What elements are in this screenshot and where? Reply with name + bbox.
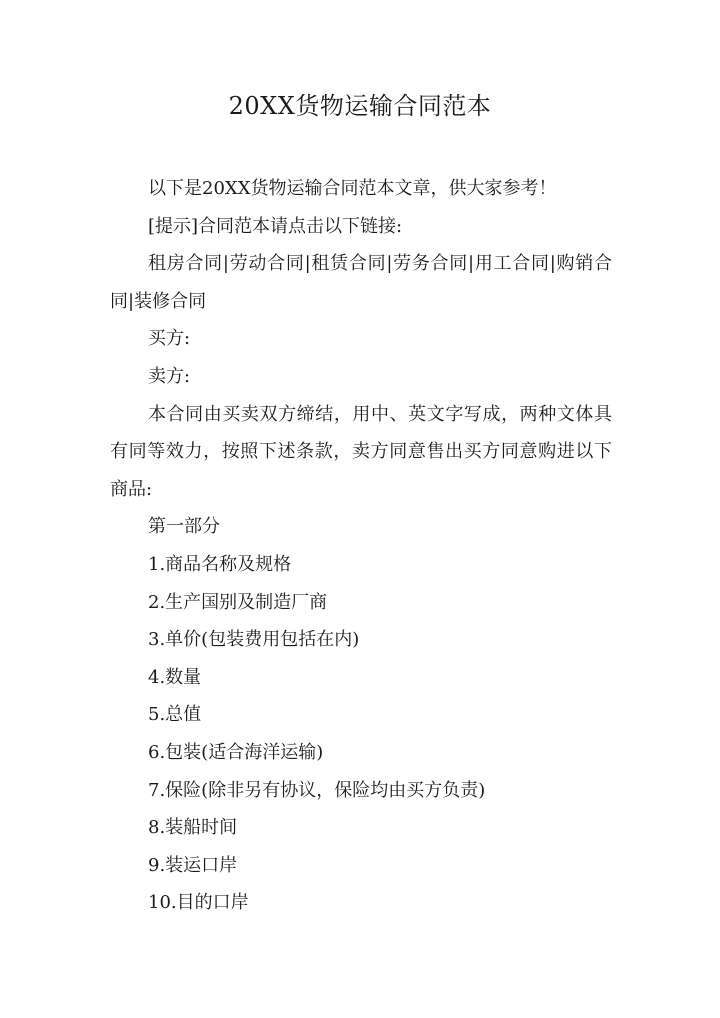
- tip-paragraph: [提示]合同范本请点击以下链接:: [148, 215, 403, 237]
- section-heading: 第一部分: [148, 516, 220, 538]
- list-item: 9.装运口岸: [148, 854, 238, 876]
- list-item: 2.生产国别及制造厂商: [148, 591, 328, 613]
- seller-line: 卖方:: [148, 365, 191, 387]
- intro-paragraph: 以下是20XX货物运输合同范本文章，供大家参考！: [148, 178, 557, 199]
- list-item: 8.装船时间: [148, 817, 238, 839]
- document-title: 20XX货物运输合同范本: [228, 92, 492, 120]
- list-item: 3.单价(包装费用包括在内): [148, 629, 360, 651]
- list-item: 4.数量: [148, 666, 202, 688]
- buyer-line: 买方:: [148, 328, 191, 350]
- contract-links-paragraph: 租房合同|劳动合同|租赁合同|劳务合同|用工合同|购销合同|装修合同: [110, 253, 612, 312]
- list-item: 5.总值: [148, 704, 202, 726]
- list-item: 10.目的口岸: [148, 892, 249, 914]
- list-item: 7.保险(除非另有协议，保险均由买方负责): [148, 779, 486, 801]
- document-body: [110, 170, 612, 922]
- list-item: 6.包装(适合海洋运输): [148, 741, 324, 763]
- agreement-paragraph: 本合同由买卖双方缔结，用中、英文字写成，两种文体具有同等效力，按照下述条款，卖方同意售出买方同意购进以下商品:: [110, 403, 612, 500]
- list-item: 1.商品名称及规格: [148, 553, 292, 575]
